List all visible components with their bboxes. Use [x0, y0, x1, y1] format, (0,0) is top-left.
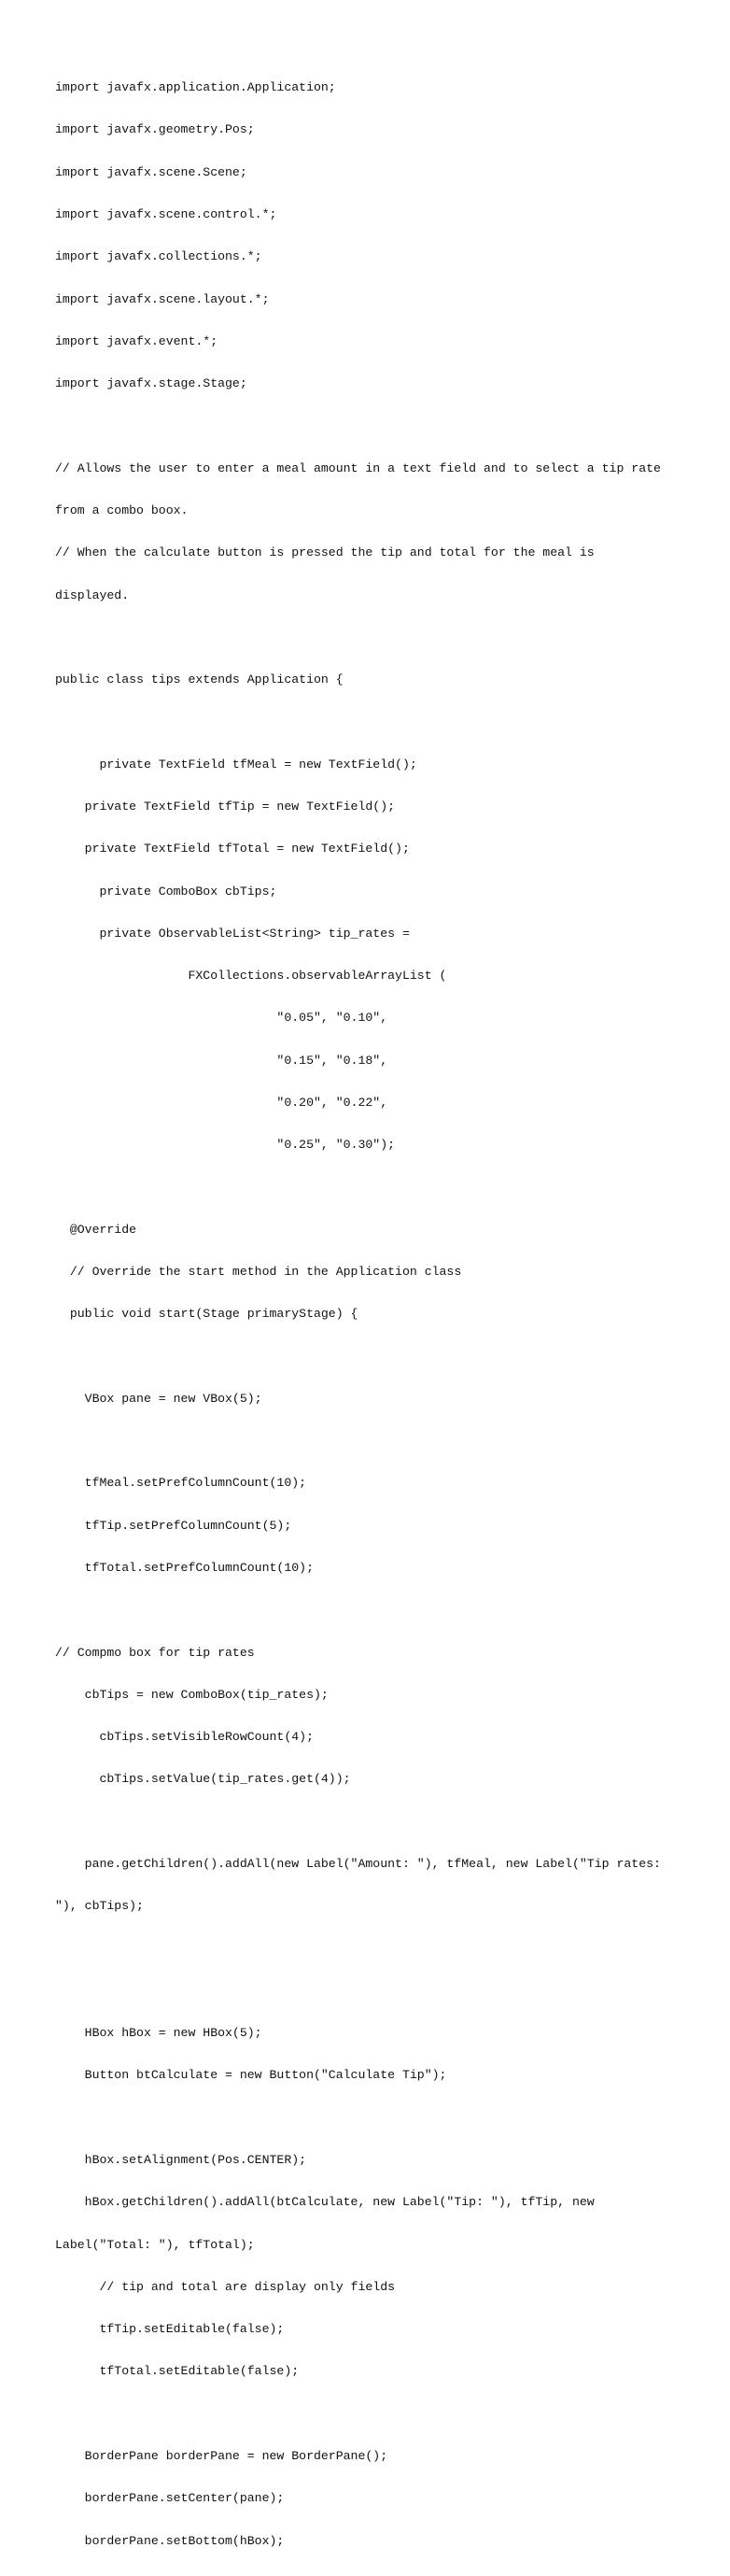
- code-line: // tip and total are display only fields: [55, 2279, 396, 2294]
- code-line: "), cbTips);: [55, 1899, 144, 1914]
- code-line: cbTips.setValue(tip_rates.get(4));: [55, 1772, 351, 1787]
- code-line: cbTips = new ComboBox(tip_rates);: [55, 1687, 329, 1702]
- code-line: from a combo boox.: [55, 503, 189, 517]
- code-line: import javafx.stage.Stage;: [55, 376, 247, 391]
- code-line: [55, 1350, 709, 1364]
- code-line: import javafx.scene.Scene;: [55, 164, 247, 179]
- code-line: // When the calculate button is pressed the tip and total for the meal is: [55, 545, 595, 560]
- code-line: private ComboBox cbTips;: [55, 884, 277, 899]
- code-line: private TextField tfMeal = new TextField();: [55, 757, 417, 771]
- code-line: public void start(Stage primaryStage) {: [55, 1307, 358, 1322]
- code-line: [55, 1603, 709, 1617]
- code-line: tfTip.setEditable(false);: [55, 2322, 285, 2337]
- code-line: hBox.getChildren().addAll(btCalculate, new Label("Tip: "), tfTip, new: [55, 2195, 595, 2210]
- code-line: VBox pane = new VBox(5);: [55, 1391, 262, 1406]
- code-line: tfTip.setPrefColumnCount(5);: [55, 1518, 292, 1533]
- code-line: private ObservableList<String> tip_rates =: [55, 926, 410, 941]
- code-line: // Override the start method in the Application class: [55, 1265, 462, 1280]
- code-line: tfTotal.setEditable(false);: [55, 2364, 300, 2379]
- code-line: import javafx.scene.layout.*;: [55, 291, 270, 306]
- code-line: Label("Total: "), tfTotal);: [55, 2237, 255, 2252]
- code-line: @Override: [55, 1222, 137, 1237]
- code-line: "0.15", "0.18",: [55, 1053, 388, 1068]
- code-line: HBox hBox = new HBox(5);: [55, 2026, 262, 2041]
- code-line: // Allows the user to enter a meal amount in a text field and to select a tip rate: [55, 460, 661, 475]
- code-line: [55, 1815, 709, 1829]
- code-line: [55, 1984, 709, 1998]
- code-line: "0.05", "0.10",: [55, 1011, 388, 1026]
- code-line: // Compmo box for tip rates: [55, 1645, 255, 1660]
- code-line: import javafx.scene.control.*;: [55, 207, 277, 222]
- code-line: "0.20", "0.22",: [55, 1095, 388, 1110]
- code-line: [55, 2111, 709, 2125]
- code-line: cbTips.setVisibleRowCount(4);: [55, 1730, 314, 1745]
- code-line: borderPane.setCenter(pane);: [55, 2491, 285, 2506]
- code-line: tfTotal.setPrefColumnCount(10);: [55, 1561, 314, 1576]
- code-line: displayed.: [55, 587, 130, 602]
- code-line: [55, 1181, 709, 1195]
- code-line: private TextField tfTip = new TextField();: [55, 799, 396, 814]
- code-line: [55, 715, 709, 729]
- code-line: import javafx.application.Application;: [55, 80, 336, 95]
- code-line: private TextField tfTotal = new TextField();: [55, 842, 410, 856]
- code-line: public class tips extends Application {: [55, 672, 344, 687]
- code-line: FXCollections.observableArrayList (: [55, 969, 447, 984]
- code-line: hBox.setAlignment(Pos.CENTER);: [55, 2152, 307, 2167]
- code-line: [55, 2407, 709, 2421]
- code-line: [55, 418, 709, 432]
- code-line: BorderPane borderPane = new BorderPane();: [55, 2448, 388, 2463]
- code-line: import javafx.geometry.Pos;: [55, 122, 255, 137]
- code-line: import javafx.event.*;: [55, 333, 218, 348]
- code-line: [55, 1942, 709, 1956]
- code-line: Button btCalculate = new Button("Calculate Tip");: [55, 2068, 447, 2083]
- code-line: [55, 1434, 709, 1448]
- code-listing: [55, 52, 709, 2576]
- code-line: borderPane.setBottom(hBox);: [55, 2533, 285, 2548]
- code-line: "0.25", "0.30");: [55, 1138, 396, 1153]
- code-line: [55, 630, 709, 644]
- code-line: import javafx.collections.*;: [55, 249, 262, 264]
- code-line: tfMeal.setPrefColumnCount(10);: [55, 1476, 307, 1491]
- code-line: pane.getChildren().addAll(new Label("Amount: "), tfMeal, new Label("Tip rates:: [55, 1857, 661, 1871]
